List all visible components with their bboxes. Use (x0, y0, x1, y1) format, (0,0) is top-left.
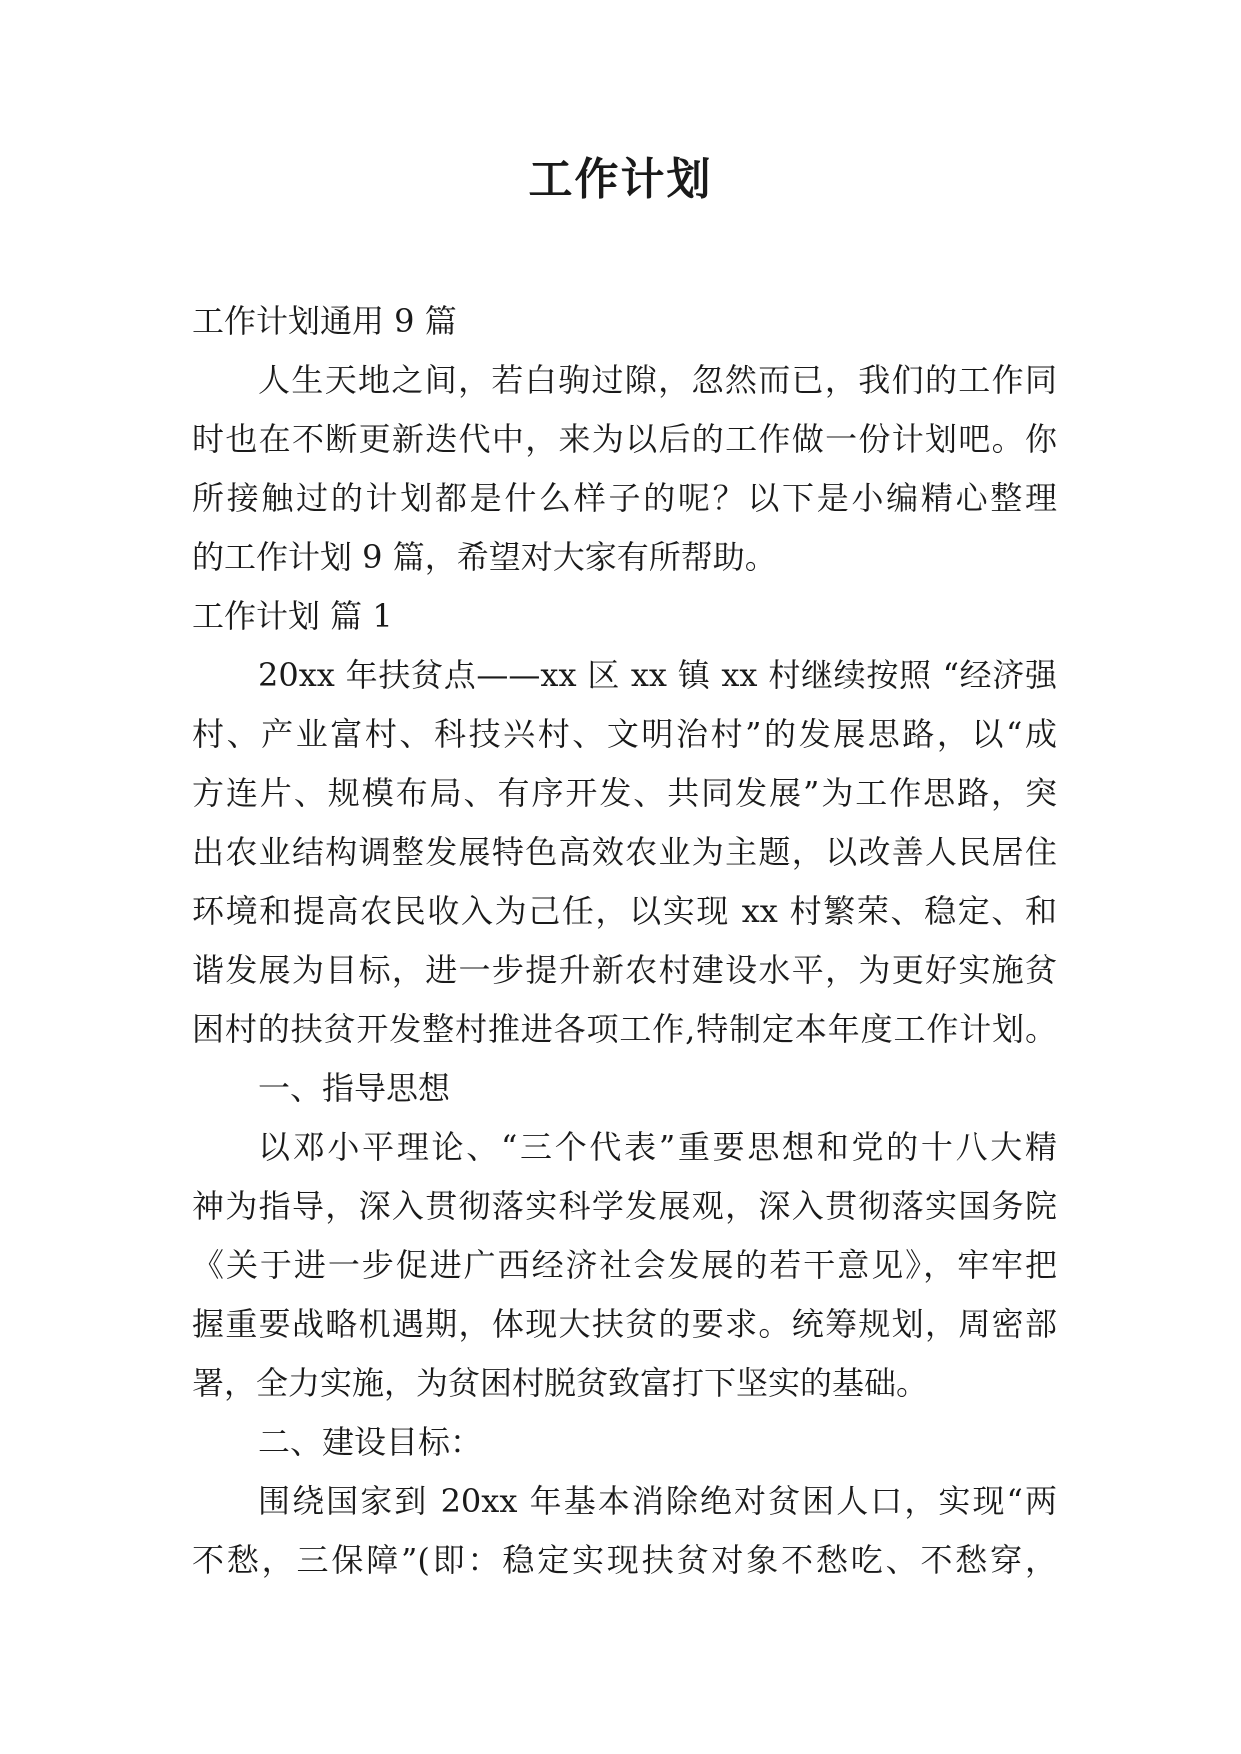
text-line: 环境和提高农民收入为己任，以实现 xx 村繁荣、稳定、和 (192, 892, 1057, 930)
text-line: 神为指导，深入贯彻落实科学发展观，深入贯彻落实国务院 (192, 1187, 1057, 1225)
text-line: 所接触过的计划都是什么样子的呢？以下是小编精心整理 (192, 479, 1057, 517)
text-line: 以邓小平理论、“三个代表”重要思想和党的十八大精 (258, 1128, 1057, 1166)
text-line: 握重要战略机遇期，体现大扶贫的要求。统筹规划，周密部 (192, 1305, 1057, 1343)
text-line: 人生天地之间，若白驹过隙，忽然而已，我们的工作同 (258, 361, 1057, 399)
text-line: 20xx 年扶贫点——xx 区 xx 镇 xx 村继续按照 “经济强 (258, 656, 1057, 694)
document-body (192, 292, 1057, 1590)
text-line: 的工作计划 9 篇，希望对大家有所帮助。 (192, 538, 777, 576)
text-line: 工作计划通用 9 篇 (192, 302, 457, 340)
text-line: 署，全力实施，为贫困村脱贫致富打下坚实的基础。 (192, 1364, 929, 1402)
text-line: 谐发展为目标，进一步提升新农村建设水平，为更好实施贫 (192, 951, 1057, 989)
text-line: 一、指导思想 (258, 1069, 451, 1107)
document-title: 工作计划 (528, 154, 713, 205)
text-line: 二、建设目标： (258, 1423, 483, 1461)
text-line: 不愁，三保障”(即：稳定实现扶贫对象不愁吃、不愁穿， (192, 1541, 1057, 1579)
text-line: 方连片、规模布局、有序开发、共同发展”为工作思路，突 (192, 774, 1057, 812)
text-line: 村、产业富村、科技兴村、文明治村”的发展思路，以“成 (192, 715, 1057, 753)
text-line: 时也在不断更新迭代中，来为以后的工作做一份计划吧。你 (192, 420, 1057, 458)
text-line: 困村的扶贫开发整村推进各项工作,特制定本年度工作计划。 (192, 1010, 1057, 1048)
text-line: 出农业结构调整发展特色高效农业为主题，以改善人民居住 (192, 833, 1057, 871)
text-line: 《关于进一步促进广西经济社会发展的若干意见》，牢牢把 (192, 1246, 1057, 1284)
text-line: 工作计划 篇 1 (192, 597, 393, 635)
text-line: 围绕国家到 20xx 年基本消除绝对贫困人口，实现“两 (258, 1482, 1057, 1520)
